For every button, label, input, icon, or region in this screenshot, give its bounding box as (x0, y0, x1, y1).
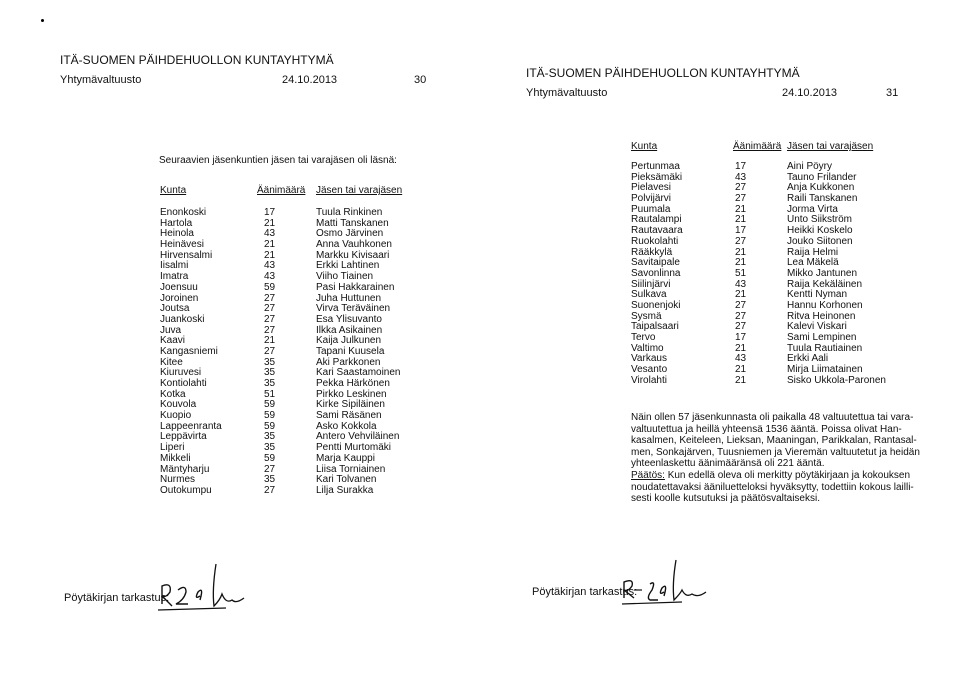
votes-cell: 27 (735, 310, 747, 322)
summary-line: yhteenlaskettu äänimääränsä oli 221 ääntä. (631, 458, 825, 469)
member-cell: Markku Kivisaari (316, 249, 390, 261)
member-cell: Erkki Lahtinen (316, 260, 380, 272)
member-cell: Jorma Virta (787, 203, 838, 215)
municipality-cell: Ruokolahti (631, 235, 679, 247)
municipality-cell: Polvijärvi (631, 193, 672, 205)
municipality-cell: Sulkava (631, 289, 667, 301)
member-cell: Raija Helmi (787, 246, 839, 258)
municipality-cell: Hirvensalmi (160, 249, 213, 261)
member-cell: Lilja Surakka (316, 484, 374, 496)
member-cell: Raili Tanskanen (787, 193, 858, 205)
right-header-votes: Äänimäärä (733, 141, 782, 152)
municipality-cell: Rautavaara (631, 225, 683, 237)
left-votes-column (264, 208, 275, 497)
attendance-summary (631, 412, 931, 470)
votes-cell: 17 (735, 225, 747, 237)
member-cell: Asko Kokkola (316, 420, 377, 432)
member-cell: Pentti Murtomäki (316, 442, 392, 454)
votes-cell: 35 (264, 474, 276, 486)
member-cell: Unto Siikström (787, 214, 853, 226)
votes-cell: 17 (735, 161, 747, 172)
member-cell: Mikko Jantunen (787, 267, 858, 279)
member-cell: Pekka Härkönen (316, 378, 390, 389)
municipality-cell: Kouvola (160, 399, 197, 411)
member-cell: Sisko Ukkola-Paronen (787, 374, 886, 386)
member-cell: Tuula Rautiainen (787, 342, 863, 354)
left-page-number: 30 (414, 74, 427, 86)
member-cell: Kirke Sipiläinen (316, 399, 385, 411)
votes-cell: 21 (735, 364, 747, 376)
left-member-column (316, 208, 401, 497)
member-cell: Raija Kekäläinen (787, 278, 863, 290)
left-org-name: ITÄ-SUOMEN PÄIHDEHUOLLON KUNTAYHTYMÄ (60, 53, 334, 67)
municipality-cell: Savonlinna (631, 267, 681, 279)
municipality-cell: Kangasniemi (160, 345, 218, 357)
votes-cell: 59 (264, 410, 276, 422)
decision-line: sesti koolle kutsutuksi ja päätösvaltaiseksi. (631, 493, 820, 504)
member-cell: Osmo Järvinen (316, 228, 384, 240)
municipality-cell: Pielavesi (631, 182, 672, 194)
municipality-cell: Puumala (631, 203, 671, 215)
municipality-cell: Hartola (160, 217, 193, 229)
votes-cell: 21 (735, 246, 747, 258)
member-cell: Erkki Aali (787, 353, 829, 365)
member-cell: Ilkka Asikainen (316, 324, 383, 336)
municipality-cell: Pieksämäki (631, 171, 683, 183)
votes-cell: 59 (264, 452, 276, 464)
municipality-cell: Liperi (160, 442, 185, 454)
decision-line: noudatettavaksi ääniluetteloksi hyväksytty, todettiin kokous lailli- (631, 481, 914, 493)
municipality-cell: Imatra (160, 271, 189, 283)
member-cell: Tapani Kuusela (316, 345, 385, 357)
left-signature-initials (156, 560, 276, 620)
votes-cell: 27 (735, 193, 747, 205)
member-cell: Lea Mäkelä (787, 257, 839, 269)
left-header-municipality: Kunta (160, 185, 187, 196)
votes-cell: 43 (735, 353, 747, 365)
municipality-cell: Outokumpu (160, 484, 212, 496)
left-date: 24.10.2013 (282, 74, 338, 86)
right-municipality-column (631, 162, 683, 386)
municipality-cell: Kotka (160, 388, 186, 400)
right-header-member: Jäsen tai varajäsen (787, 141, 874, 152)
votes-cell: 27 (735, 182, 747, 194)
municipality-cell: Lappeenranta (160, 420, 222, 432)
votes-cell: 27 (735, 299, 747, 311)
member-cell: Liisa Torniainen (316, 463, 386, 475)
member-cell: Hannu Korhonen (787, 299, 863, 311)
municipality-cell: Tervo (631, 332, 656, 343)
decision-label: Päätös: (631, 470, 665, 481)
votes-cell: 27 (735, 321, 747, 333)
municipality-cell: Nurmes (160, 474, 196, 486)
municipality-cell: Mäntyharju (160, 463, 210, 475)
votes-cell: 21 (735, 374, 747, 386)
municipality-cell: Taipalsaari (631, 321, 679, 333)
municipality-cell: Kuopio (160, 410, 192, 422)
member-cell: Kari Saastamoinen (316, 367, 401, 379)
votes-cell: 17 (264, 207, 276, 218)
votes-cell: 59 (264, 420, 276, 432)
member-cell: Marja Kauppi (316, 452, 375, 464)
votes-cell: 59 (264, 281, 276, 293)
votes-cell: 43 (735, 278, 747, 290)
municipality-cell: Juankoski (160, 313, 205, 325)
municipality-cell: Pertunmaa (631, 161, 680, 172)
votes-cell: 21 (264, 217, 276, 229)
votes-cell: 17 (735, 332, 747, 343)
votes-cell: 35 (264, 442, 276, 454)
member-cell: Tauno Frilander (787, 171, 857, 183)
decision-paragraph (631, 470, 931, 505)
votes-cell: 35 (264, 378, 276, 389)
municipality-cell: Heinola (160, 228, 194, 240)
left-header-votes: Äänimäärä (257, 185, 306, 196)
member-cell: Aini Pöyry (787, 161, 833, 172)
municipality-cell: Iisalmi (160, 260, 189, 272)
left-municipality-column (160, 208, 222, 497)
votes-cell: 27 (264, 324, 276, 336)
votes-cell: 59 (264, 399, 276, 411)
votes-cell: 21 (735, 203, 747, 215)
right-meeting: Yhtymävaltuusto (526, 87, 608, 99)
municipality-cell: Siilinjärvi (631, 278, 671, 290)
member-cell: Tuula Rinkinen (316, 207, 383, 218)
decision-line: Kun edellä oleva oli merkitty pöytäkirjaan ja kokouksen (664, 470, 911, 481)
member-cell: Jouko Siitonen (787, 235, 853, 247)
right-page-number: 31 (886, 87, 899, 99)
municipality-cell: Mikkeli (160, 452, 191, 464)
member-cell: Ritva Heinonen (787, 310, 856, 322)
member-cell: Kentti Nyman (787, 289, 848, 301)
votes-cell: 21 (264, 335, 276, 347)
municipality-cell: Joutsa (160, 303, 190, 315)
summary-line: kasalmen, Keiteleen, Lieksan, Maaningan, Parikkalan, Rantasal- (631, 435, 917, 446)
member-cell: Kaija Julkunen (316, 335, 382, 347)
member-cell: Viiho Tiainen (316, 271, 374, 283)
left-meeting: Yhtymävaltuusto (60, 74, 142, 86)
votes-cell: 35 (264, 431, 276, 443)
right-signature-label: Pöytäkirjan tarkastus: (532, 586, 638, 598)
member-cell: Sami Lempinen (787, 332, 857, 343)
votes-cell: 27 (264, 313, 276, 325)
municipality-cell: Rautalampi (631, 214, 682, 226)
summary-line: Näin ollen 57 jäsenkunnasta oli paikalla 48 valtuutettua tai vara- (631, 412, 914, 423)
votes-cell: 43 (264, 271, 276, 283)
left-header-member: Jäsen tai varajäsen (316, 185, 403, 196)
right-signature-initials (620, 556, 730, 616)
municipality-cell: Juva (160, 324, 182, 336)
votes-cell: 27 (264, 345, 276, 357)
votes-cell: 21 (735, 257, 747, 269)
member-cell: Kari Tolvanen (316, 474, 377, 486)
member-cell: Heikki Koskelo (787, 225, 853, 237)
municipality-cell: Virolahti (631, 374, 667, 386)
municipality-cell: Suonenjoki (631, 299, 681, 311)
municipality-cell: Kontiolahti (160, 378, 207, 389)
member-cell: Aki Parkkonen (316, 356, 381, 368)
municipality-cell: Kiuruvesi (160, 367, 202, 379)
votes-cell: 21 (735, 342, 747, 354)
votes-cell: 21 (264, 249, 276, 261)
right-votes-column (735, 162, 746, 386)
right-date: 24.10.2013 (782, 87, 838, 99)
votes-cell: 21 (735, 214, 747, 226)
member-cell: Esa Ylisuvanto (316, 313, 382, 325)
municipality-cell: Joensuu (160, 281, 198, 293)
member-cell: Mirja Liimatainen (787, 364, 863, 376)
member-cell: Sami Räsänen (316, 410, 382, 422)
votes-cell: 27 (264, 484, 276, 496)
right-org-name: ITÄ-SUOMEN PÄIHDEHUOLLON KUNTAYHTYMÄ (526, 66, 800, 80)
votes-cell: 27 (264, 463, 276, 475)
votes-cell: 51 (735, 267, 747, 279)
municipality-cell: Savitaipale (631, 257, 680, 269)
municipality-cell: Varkaus (631, 353, 667, 365)
municipality-cell: Valtimo (631, 342, 664, 354)
attendance-intro: Seuraavien jäsenkuntien jäsen tai varajäsen oli läsnä: (159, 155, 397, 166)
member-cell: Juha Huttunen (316, 292, 382, 304)
member-cell: Virva Teräväinen (316, 303, 391, 315)
votes-cell: 43 (264, 228, 276, 240)
votes-cell: 43 (264, 260, 276, 272)
votes-cell: 27 (735, 235, 747, 247)
scan-mark (41, 19, 44, 22)
member-cell: Anna Vauhkonen (316, 239, 392, 251)
member-cell: Anja Kukkonen (787, 182, 855, 194)
municipality-cell: Vesanto (631, 364, 668, 376)
right-member-column (787, 162, 886, 386)
summary-line: valtuutettua ja heillä yhteensä 1536 ääntä. Poissa olivat Han- (631, 423, 902, 435)
municipality-cell: Leppävirta (160, 431, 207, 443)
votes-cell: 27 (264, 292, 276, 304)
municipality-cell: Joroinen (160, 292, 199, 304)
votes-cell: 51 (264, 388, 276, 400)
member-cell: Kalevi Viskari (787, 321, 847, 333)
votes-cell: 21 (735, 289, 747, 301)
municipality-cell: Kaavi (160, 335, 186, 347)
municipality-cell: Sysmä (631, 310, 662, 322)
left-signature-label: Pöytäkirjan tarkastus: (64, 592, 170, 604)
municipality-cell: Heinävesi (160, 239, 204, 251)
member-cell: Antero Vehviläinen (316, 431, 400, 443)
right-header-municipality: Kunta (631, 141, 658, 152)
municipality-cell: Rääkkylä (631, 246, 673, 258)
municipality-cell: Enonkoski (160, 207, 207, 218)
votes-cell: 27 (264, 303, 276, 315)
member-cell: Pirkko Leskinen (316, 388, 387, 400)
votes-cell: 21 (264, 239, 276, 251)
member-cell: Matti Tanskanen (316, 217, 389, 229)
member-cell: Pasi Hakkarainen (316, 281, 395, 293)
votes-cell: 43 (735, 171, 747, 183)
votes-cell: 35 (264, 356, 276, 368)
votes-cell: 35 (264, 367, 276, 379)
summary-line: men, Sonkajärven, Tuusniemen ja Vieremän valtuutetut ja heidän (631, 446, 920, 458)
municipality-cell: Kitee (160, 356, 183, 368)
